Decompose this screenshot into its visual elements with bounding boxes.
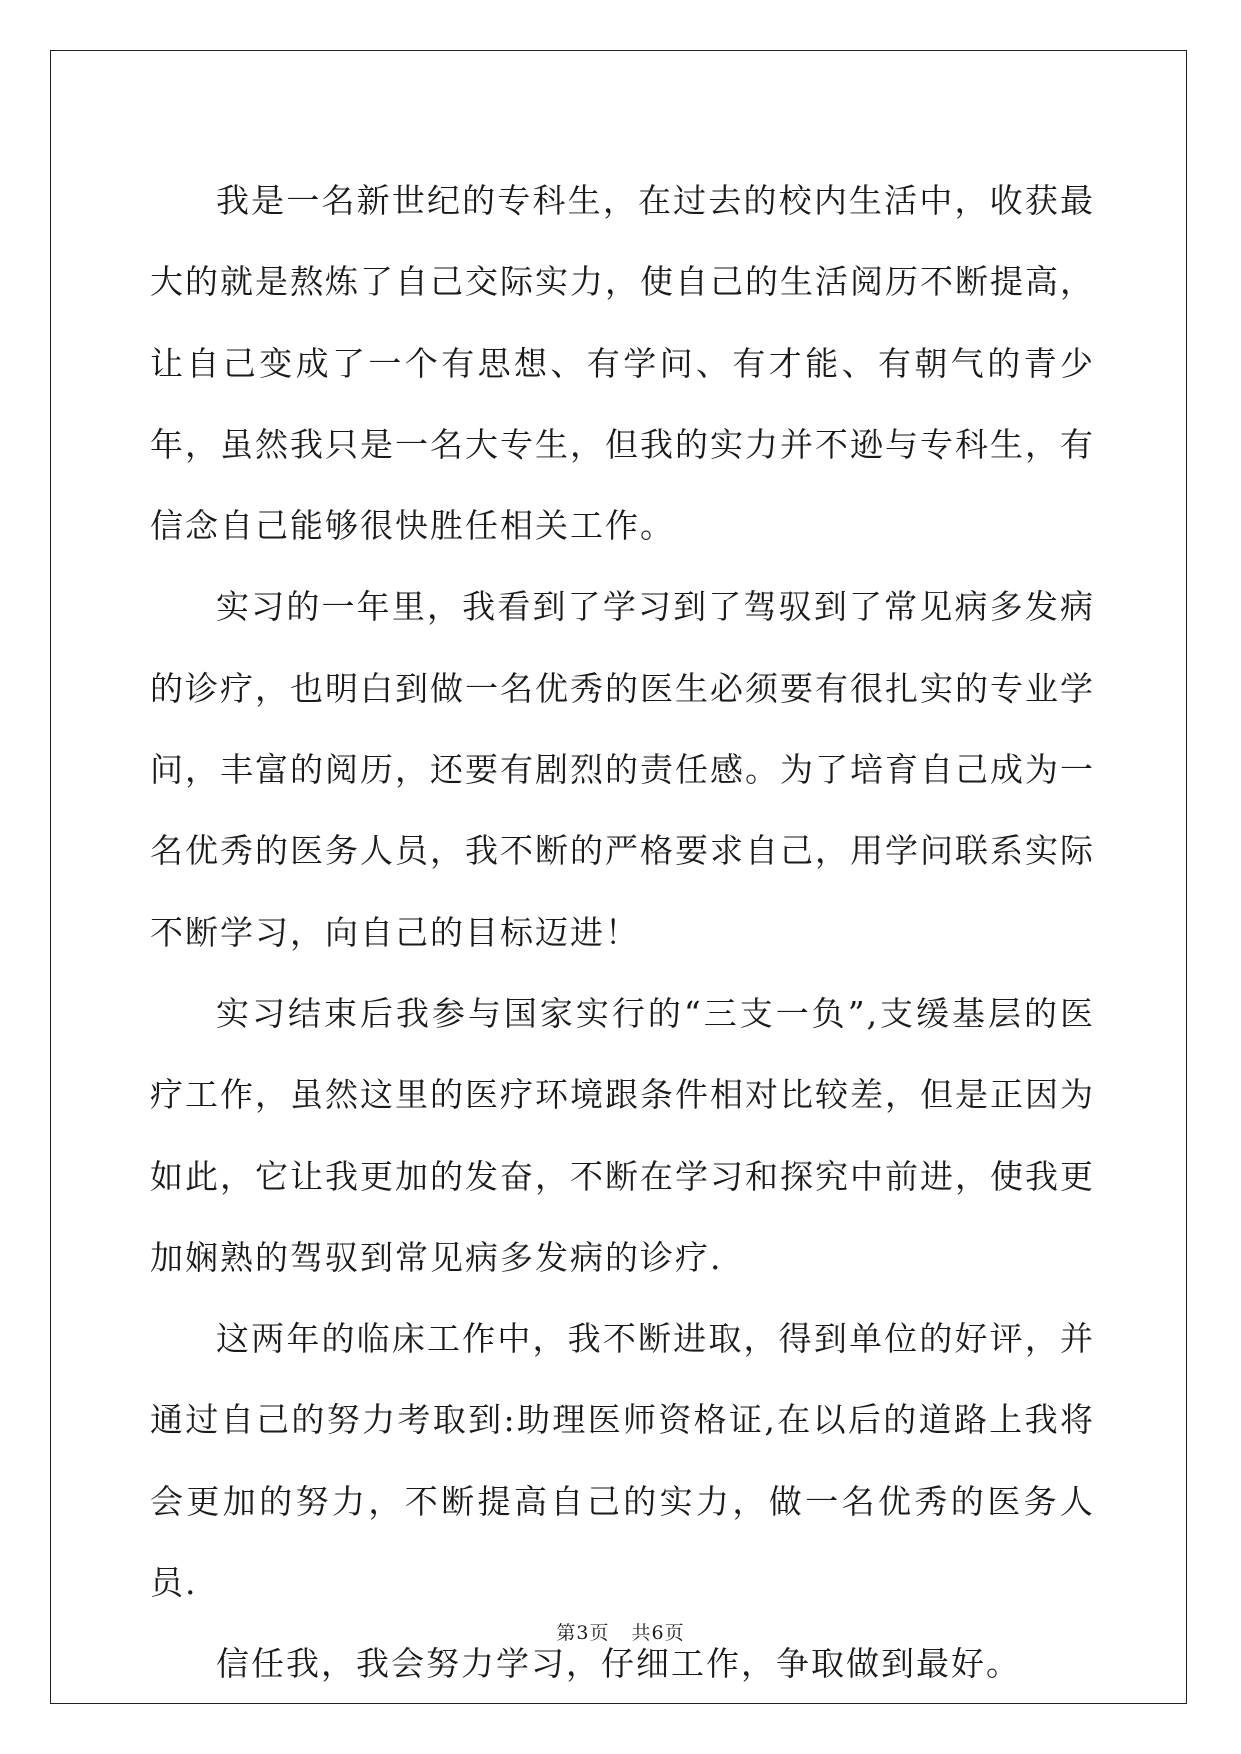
total-pages: 共6页 — [631, 1622, 685, 1644]
paragraph-4: 这两年的临床工作中，我不断进取，得到单位的好评，并通过自己的努力考取到:助理医师资格证,在以后的道路上我将会更加的努力，不断提高自己的实力，做一名优秀的医务人员. — [150, 1319, 1095, 1603]
current-page-number: 第3页 — [556, 1622, 610, 1644]
page-footer — [0, 1618, 1241, 1645]
document-body — [150, 160, 1095, 1705]
paragraph-3: 实习结束后我参与国家实行的“三支一负”,支缓基层的医疗工作，虽然这里的医疗环境跟条件相对比较差，但是正因为如此，它让我更加的发奋，不断在学习和探究中前进，使我更加娴熟的驾驭到常见病多发病的诊疗. — [150, 993, 1095, 1277]
paragraph-5: 信任我，我会努力学习，仔细工作，争取做到最好。 — [216, 1644, 1021, 1684]
paragraph-1: 我是一名新世纪的专科生，在过去的校内生活中，收获最大的就是熬炼了自己交际实力，使自己的生活阅历不断提高，让自己变成了一个有思想、有学问、有才能、有朝气的青少年，虽然我只是一名大专生，但我的实力并不逊与专科生，有信念自己能够很快胜任相关工作。 — [150, 181, 1095, 546]
paragraph-2: 实习的一年里，我看到了学习到了驾驭到了常见病多发病的诊疗，也明白到做一名优秀的医生必须要有很扎实的专业学问，丰富的阅历，还要有剧烈的责任感。为了培育自己成为一名优秀的医务人员，我不断的严格要求自己，用学问联系实际不断学习，向自己的目标迈进！ — [150, 587, 1095, 952]
